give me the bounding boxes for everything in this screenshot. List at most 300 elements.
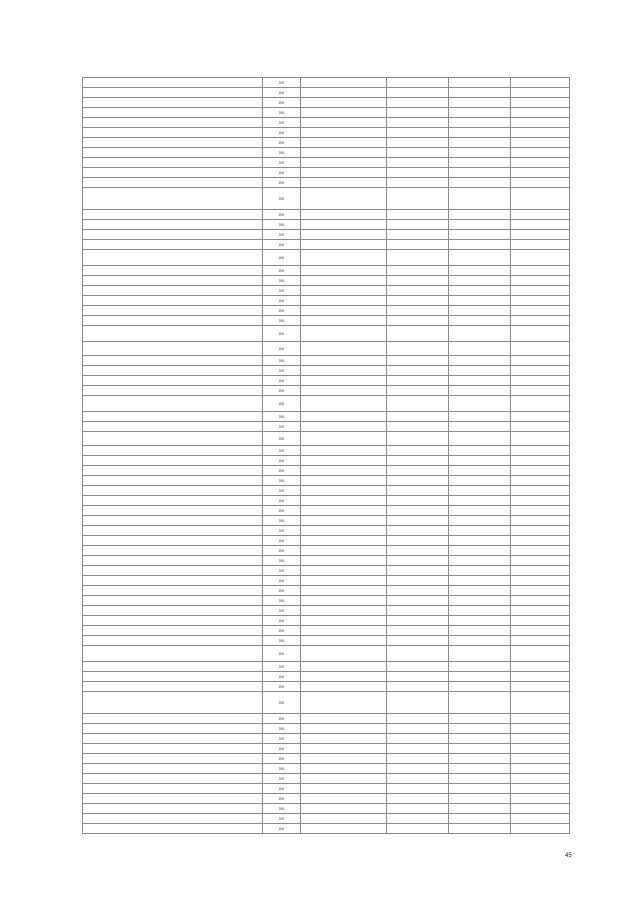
table-cell-code: 200 xyxy=(263,230,301,240)
table-row xyxy=(83,188,570,210)
table-cell-amount-1 xyxy=(387,396,449,412)
table-row xyxy=(83,376,570,386)
table-cell-amount-3 xyxy=(511,566,570,576)
table-cell-amount-2 xyxy=(449,326,511,342)
table-cell-code: 200 xyxy=(263,546,301,556)
table-cell-amount-3 xyxy=(511,250,570,266)
table-cell-amount-3 xyxy=(511,626,570,636)
table-cell-code: 200 xyxy=(263,824,301,834)
table-cell-classification xyxy=(301,376,387,386)
table-row xyxy=(83,516,570,526)
table-cell-classification xyxy=(301,148,387,158)
table-cell-amount-2 xyxy=(449,774,511,784)
table-cell-amount-2 xyxy=(449,794,511,804)
table-cell-name xyxy=(83,672,263,682)
table-cell-amount-2 xyxy=(449,596,511,606)
table-cell-name xyxy=(83,386,263,396)
table-cell-amount-1 xyxy=(387,496,449,506)
table-cell-classification xyxy=(301,486,387,496)
table-cell-amount-2 xyxy=(449,546,511,556)
table-cell-amount-1 xyxy=(387,286,449,296)
table-cell-code: 200 xyxy=(263,536,301,546)
table-cell-amount-3 xyxy=(511,556,570,566)
table-cell-amount-1 xyxy=(387,386,449,396)
table-cell-amount-1 xyxy=(387,108,449,118)
table-cell-name xyxy=(83,476,263,486)
table-row xyxy=(83,804,570,814)
table-cell-code: 200 xyxy=(263,108,301,118)
table-cell-amount-2 xyxy=(449,210,511,220)
table-cell-classification xyxy=(301,456,387,466)
table-row xyxy=(83,724,570,734)
table-cell-amount-2 xyxy=(449,744,511,754)
table-cell-classification xyxy=(301,422,387,432)
table-row xyxy=(83,506,570,516)
table-cell-classification xyxy=(301,128,387,138)
table-row xyxy=(83,606,570,616)
table-cell-code: 200 xyxy=(263,646,301,662)
table-cell-classification xyxy=(301,506,387,516)
table-cell-amount-1 xyxy=(387,376,449,386)
table-row xyxy=(83,386,570,396)
table-cell-amount-1 xyxy=(387,276,449,286)
table-row xyxy=(83,306,570,316)
table-cell-name xyxy=(83,546,263,556)
table-cell-amount-3 xyxy=(511,296,570,306)
table-cell-amount-3 xyxy=(511,616,570,626)
table-cell-name xyxy=(83,606,263,616)
table-cell-classification xyxy=(301,220,387,230)
table-cell-name xyxy=(83,682,263,692)
table-cell-name xyxy=(83,636,263,646)
table-cell-code: 200 xyxy=(263,220,301,230)
table-row xyxy=(83,366,570,376)
table-cell-classification xyxy=(301,662,387,672)
table-cell-amount-2 xyxy=(449,784,511,794)
table-row xyxy=(83,396,570,412)
table-cell-code: 200 xyxy=(263,744,301,754)
table-cell-amount-2 xyxy=(449,376,511,386)
table-cell-name xyxy=(83,286,263,296)
table-cell-amount-3 xyxy=(511,98,570,108)
table-cell-amount-1 xyxy=(387,486,449,496)
table-cell-code: 200 xyxy=(263,158,301,168)
table-row xyxy=(83,432,570,446)
table-row xyxy=(83,412,570,422)
table-cell-name xyxy=(83,188,263,210)
table-cell-amount-3 xyxy=(511,188,570,210)
table-cell-amount-3 xyxy=(511,396,570,412)
table-cell-amount-3 xyxy=(511,576,570,586)
table-cell-code: 200 xyxy=(263,692,301,714)
table-cell-amount-3 xyxy=(511,138,570,148)
table-cell-amount-1 xyxy=(387,804,449,814)
table-cell-name xyxy=(83,356,263,366)
table-cell-amount-1 xyxy=(387,586,449,596)
table-cell-name xyxy=(83,446,263,456)
table-cell-classification xyxy=(301,78,387,88)
table-cell-classification xyxy=(301,476,387,486)
table-cell-amount-1 xyxy=(387,366,449,376)
table-cell-code: 200 xyxy=(263,814,301,824)
table-cell-name xyxy=(83,138,263,148)
table-cell-code: 200 xyxy=(263,210,301,220)
table-cell-amount-2 xyxy=(449,266,511,276)
table-cell-code: 200 xyxy=(263,662,301,672)
table-cell-name xyxy=(83,486,263,496)
table-cell-code: 200 xyxy=(263,356,301,366)
table-cell-amount-1 xyxy=(387,88,449,98)
table-cell-amount-2 xyxy=(449,616,511,626)
table-cell-amount-1 xyxy=(387,682,449,692)
table-cell-code: 200 xyxy=(263,636,301,646)
table-row xyxy=(83,646,570,662)
table-cell-amount-2 xyxy=(449,98,511,108)
table-cell-code: 200 xyxy=(263,764,301,774)
table-cell-classification xyxy=(301,556,387,566)
table-row xyxy=(83,286,570,296)
table-cell-amount-3 xyxy=(511,496,570,506)
table-cell-code: 200 xyxy=(263,596,301,606)
table-cell-name xyxy=(83,168,263,178)
table-cell-classification xyxy=(301,794,387,804)
table-cell-name xyxy=(83,626,263,636)
table-cell-amount-1 xyxy=(387,714,449,724)
table-cell-name xyxy=(83,616,263,626)
table-cell-amount-1 xyxy=(387,128,449,138)
table-row xyxy=(83,422,570,432)
table-cell-classification xyxy=(301,138,387,148)
table-cell-name xyxy=(83,814,263,824)
table-cell-amount-3 xyxy=(511,148,570,158)
table-row xyxy=(83,546,570,556)
table-cell-amount-3 xyxy=(511,486,570,496)
table-cell-amount-2 xyxy=(449,734,511,744)
table-cell-amount-1 xyxy=(387,422,449,432)
table-cell-amount-2 xyxy=(449,306,511,316)
table-cell-amount-1 xyxy=(387,662,449,672)
table-cell-amount-1 xyxy=(387,692,449,714)
table-cell-amount-3 xyxy=(511,286,570,296)
table-cell-amount-3 xyxy=(511,646,570,662)
table-cell-classification xyxy=(301,546,387,556)
table-cell-name xyxy=(83,296,263,306)
table-cell-code: 200 xyxy=(263,396,301,412)
table-cell-amount-3 xyxy=(511,78,570,88)
table-cell-amount-1 xyxy=(387,356,449,366)
table-cell-name xyxy=(83,516,263,526)
table-cell-amount-1 xyxy=(387,296,449,306)
table-cell-name xyxy=(83,178,263,188)
table-cell-amount-1 xyxy=(387,566,449,576)
table-cell-classification xyxy=(301,188,387,210)
table-cell-amount-1 xyxy=(387,646,449,662)
table-row xyxy=(83,128,570,138)
table-cell-amount-3 xyxy=(511,316,570,326)
table-row xyxy=(83,734,570,744)
table-row xyxy=(83,178,570,188)
table-cell-amount-3 xyxy=(511,466,570,476)
table-cell-amount-3 xyxy=(511,596,570,606)
table-cell-amount-2 xyxy=(449,636,511,646)
table-cell-code: 200 xyxy=(263,178,301,188)
table-row xyxy=(83,342,570,356)
table-cell-amount-1 xyxy=(387,316,449,326)
table-cell-amount-3 xyxy=(511,276,570,286)
table-cell-amount-1 xyxy=(387,536,449,546)
table-cell-amount-1 xyxy=(387,456,449,466)
table-cell-name xyxy=(83,556,263,566)
table-cell-name xyxy=(83,148,263,158)
table-cell-amount-2 xyxy=(449,276,511,286)
table-cell-name xyxy=(83,412,263,422)
table-cell-classification xyxy=(301,724,387,734)
table-row xyxy=(83,316,570,326)
table-cell-amount-2 xyxy=(449,250,511,266)
table-cell-amount-3 xyxy=(511,168,570,178)
table-cell-amount-3 xyxy=(511,422,570,432)
table-cell-amount-1 xyxy=(387,476,449,486)
table-cell-name xyxy=(83,108,263,118)
table-cell-amount-2 xyxy=(449,824,511,834)
table-cell-amount-3 xyxy=(511,128,570,138)
table-cell-classification xyxy=(301,108,387,118)
table-cell-amount-3 xyxy=(511,412,570,422)
table-row xyxy=(83,356,570,366)
table-cell-amount-2 xyxy=(449,576,511,586)
table-cell-code: 200 xyxy=(263,386,301,396)
table-cell-classification xyxy=(301,646,387,662)
table-row xyxy=(83,486,570,496)
table-cell-classification xyxy=(301,178,387,188)
table-cell-code: 200 xyxy=(263,754,301,764)
table-cell-amount-3 xyxy=(511,672,570,682)
table-cell-code: 200 xyxy=(263,138,301,148)
table-cell-amount-1 xyxy=(387,446,449,456)
table-cell-code: 200 xyxy=(263,376,301,386)
table-cell-name xyxy=(83,506,263,516)
table-cell-amount-3 xyxy=(511,662,570,672)
table-cell-name xyxy=(83,824,263,834)
table-cell-amount-2 xyxy=(449,764,511,774)
table-cell-name xyxy=(83,804,263,814)
table-cell-name xyxy=(83,376,263,386)
table-cell-name xyxy=(83,128,263,138)
table-cell-amount-2 xyxy=(449,646,511,662)
table-cell-code: 200 xyxy=(263,626,301,636)
table-row xyxy=(83,296,570,306)
table-cell-classification xyxy=(301,466,387,476)
table-cell-code: 200 xyxy=(263,240,301,250)
table-cell-amount-2 xyxy=(449,316,511,326)
table-cell-amount-1 xyxy=(387,506,449,516)
table-cell-name xyxy=(83,210,263,220)
table-row xyxy=(83,596,570,606)
table-cell-amount-3 xyxy=(511,178,570,188)
table-cell-code: 200 xyxy=(263,714,301,724)
table-cell-classification xyxy=(301,266,387,276)
table-cell-name xyxy=(83,784,263,794)
table-cell-amount-3 xyxy=(511,366,570,376)
table-cell-classification xyxy=(301,342,387,356)
table-cell-classification xyxy=(301,682,387,692)
table-cell-amount-2 xyxy=(449,526,511,536)
table-cell-amount-1 xyxy=(387,326,449,342)
table-cell-classification xyxy=(301,774,387,784)
table-cell-amount-1 xyxy=(387,168,449,178)
table-cell-name xyxy=(83,342,263,356)
table-cell-amount-2 xyxy=(449,556,511,566)
table-cell-code: 200 xyxy=(263,576,301,586)
table-cell-code: 200 xyxy=(263,526,301,536)
table-cell-amount-1 xyxy=(387,546,449,556)
table-cell-name xyxy=(83,764,263,774)
table-cell-amount-3 xyxy=(511,516,570,526)
table-cell-amount-1 xyxy=(387,824,449,834)
table-cell-amount-3 xyxy=(511,476,570,486)
table-cell-classification xyxy=(301,240,387,250)
table-cell-code: 200 xyxy=(263,566,301,576)
table-cell-amount-1 xyxy=(387,734,449,744)
table-row xyxy=(83,118,570,128)
table-cell-classification xyxy=(301,412,387,422)
table-cell-amount-3 xyxy=(511,606,570,616)
table-cell-name xyxy=(83,744,263,754)
table-cell-name xyxy=(83,306,263,316)
table-cell-name xyxy=(83,250,263,266)
table-cell-classification xyxy=(301,744,387,754)
table-cell-amount-1 xyxy=(387,764,449,774)
table-cell-classification xyxy=(301,158,387,168)
table-cell-classification xyxy=(301,636,387,646)
table-cell-name xyxy=(83,266,263,276)
table-cell-code: 200 xyxy=(263,606,301,616)
table-cell-code: 200 xyxy=(263,286,301,296)
table-row xyxy=(83,814,570,824)
table-cell-amount-3 xyxy=(511,754,570,764)
table-cell-amount-1 xyxy=(387,412,449,422)
table-cell-amount-2 xyxy=(449,536,511,546)
table-cell-classification xyxy=(301,432,387,446)
table-row xyxy=(83,526,570,536)
table-cell-amount-3 xyxy=(511,342,570,356)
table-cell-classification xyxy=(301,446,387,456)
table-cell-amount-1 xyxy=(387,794,449,804)
table-cell-amount-3 xyxy=(511,734,570,744)
table-cell-amount-3 xyxy=(511,506,570,516)
table-cell-amount-2 xyxy=(449,714,511,724)
table-cell-amount-2 xyxy=(449,476,511,486)
table-cell-amount-3 xyxy=(511,692,570,714)
table-cell-amount-3 xyxy=(511,326,570,342)
table-cell-amount-2 xyxy=(449,496,511,506)
table-row xyxy=(83,662,570,672)
table-cell-code: 200 xyxy=(263,672,301,682)
table-cell-classification xyxy=(301,118,387,128)
table-cell-code: 200 xyxy=(263,586,301,596)
table-cell-amount-1 xyxy=(387,118,449,128)
table-cell-name xyxy=(83,662,263,672)
table-cell-amount-3 xyxy=(511,220,570,230)
table-cell-amount-2 xyxy=(449,432,511,446)
table-cell-amount-3 xyxy=(511,794,570,804)
table-cell-name xyxy=(83,734,263,744)
table-cell-amount-1 xyxy=(387,188,449,210)
table-cell-classification xyxy=(301,366,387,376)
table-cell-name xyxy=(83,276,263,286)
table-cell-amount-1 xyxy=(387,466,449,476)
table-row xyxy=(83,682,570,692)
table-cell-amount-2 xyxy=(449,606,511,616)
table-row xyxy=(83,774,570,784)
table-cell-name xyxy=(83,724,263,734)
table-cell-amount-2 xyxy=(449,296,511,306)
table-cell-amount-3 xyxy=(511,356,570,366)
table-row xyxy=(83,824,570,834)
table-cell-code: 200 xyxy=(263,266,301,276)
table-cell-code: 200 xyxy=(263,486,301,496)
table-cell-amount-1 xyxy=(387,220,449,230)
table-cell-amount-2 xyxy=(449,682,511,692)
table-cell-code: 200 xyxy=(263,98,301,108)
budget-table xyxy=(82,77,570,834)
table-cell-amount-2 xyxy=(449,626,511,636)
table-cell-amount-2 xyxy=(449,566,511,576)
table-row xyxy=(83,536,570,546)
table-cell-classification xyxy=(301,88,387,98)
table-cell-name xyxy=(83,646,263,662)
table-cell-amount-1 xyxy=(387,138,449,148)
table-cell-amount-2 xyxy=(449,412,511,422)
table-cell-code: 200 xyxy=(263,446,301,456)
table-row xyxy=(83,466,570,476)
table-cell-amount-1 xyxy=(387,158,449,168)
table-cell-amount-2 xyxy=(449,804,511,814)
table-cell-name xyxy=(83,754,263,764)
table-cell-code: 200 xyxy=(263,78,301,88)
table-cell-classification xyxy=(301,168,387,178)
table-cell-name xyxy=(83,118,263,128)
table-cell-code: 200 xyxy=(263,616,301,626)
table-cell-amount-3 xyxy=(511,456,570,466)
table-cell-amount-3 xyxy=(511,784,570,794)
table-cell-amount-2 xyxy=(449,386,511,396)
table-cell-name xyxy=(83,326,263,342)
table-cell-code: 200 xyxy=(263,326,301,342)
table-cell-name xyxy=(83,774,263,784)
table-row xyxy=(83,784,570,794)
table-cell-amount-3 xyxy=(511,824,570,834)
table-cell-amount-1 xyxy=(387,774,449,784)
table-cell-amount-2 xyxy=(449,168,511,178)
table-cell-code: 200 xyxy=(263,456,301,466)
table-cell-classification xyxy=(301,526,387,536)
table-cell-code: 200 xyxy=(263,774,301,784)
table-cell-code: 200 xyxy=(263,148,301,158)
table-cell-classification xyxy=(301,626,387,636)
table-cell-classification xyxy=(301,714,387,724)
table-cell-code: 200 xyxy=(263,422,301,432)
table-cell-classification xyxy=(301,276,387,286)
table-cell-amount-3 xyxy=(511,586,570,596)
table-cell-amount-2 xyxy=(449,286,511,296)
table-row xyxy=(83,744,570,754)
table-cell-amount-3 xyxy=(511,714,570,724)
table-row xyxy=(83,210,570,220)
table-row xyxy=(83,556,570,566)
table-cell-classification xyxy=(301,814,387,824)
table-cell-amount-2 xyxy=(449,178,511,188)
